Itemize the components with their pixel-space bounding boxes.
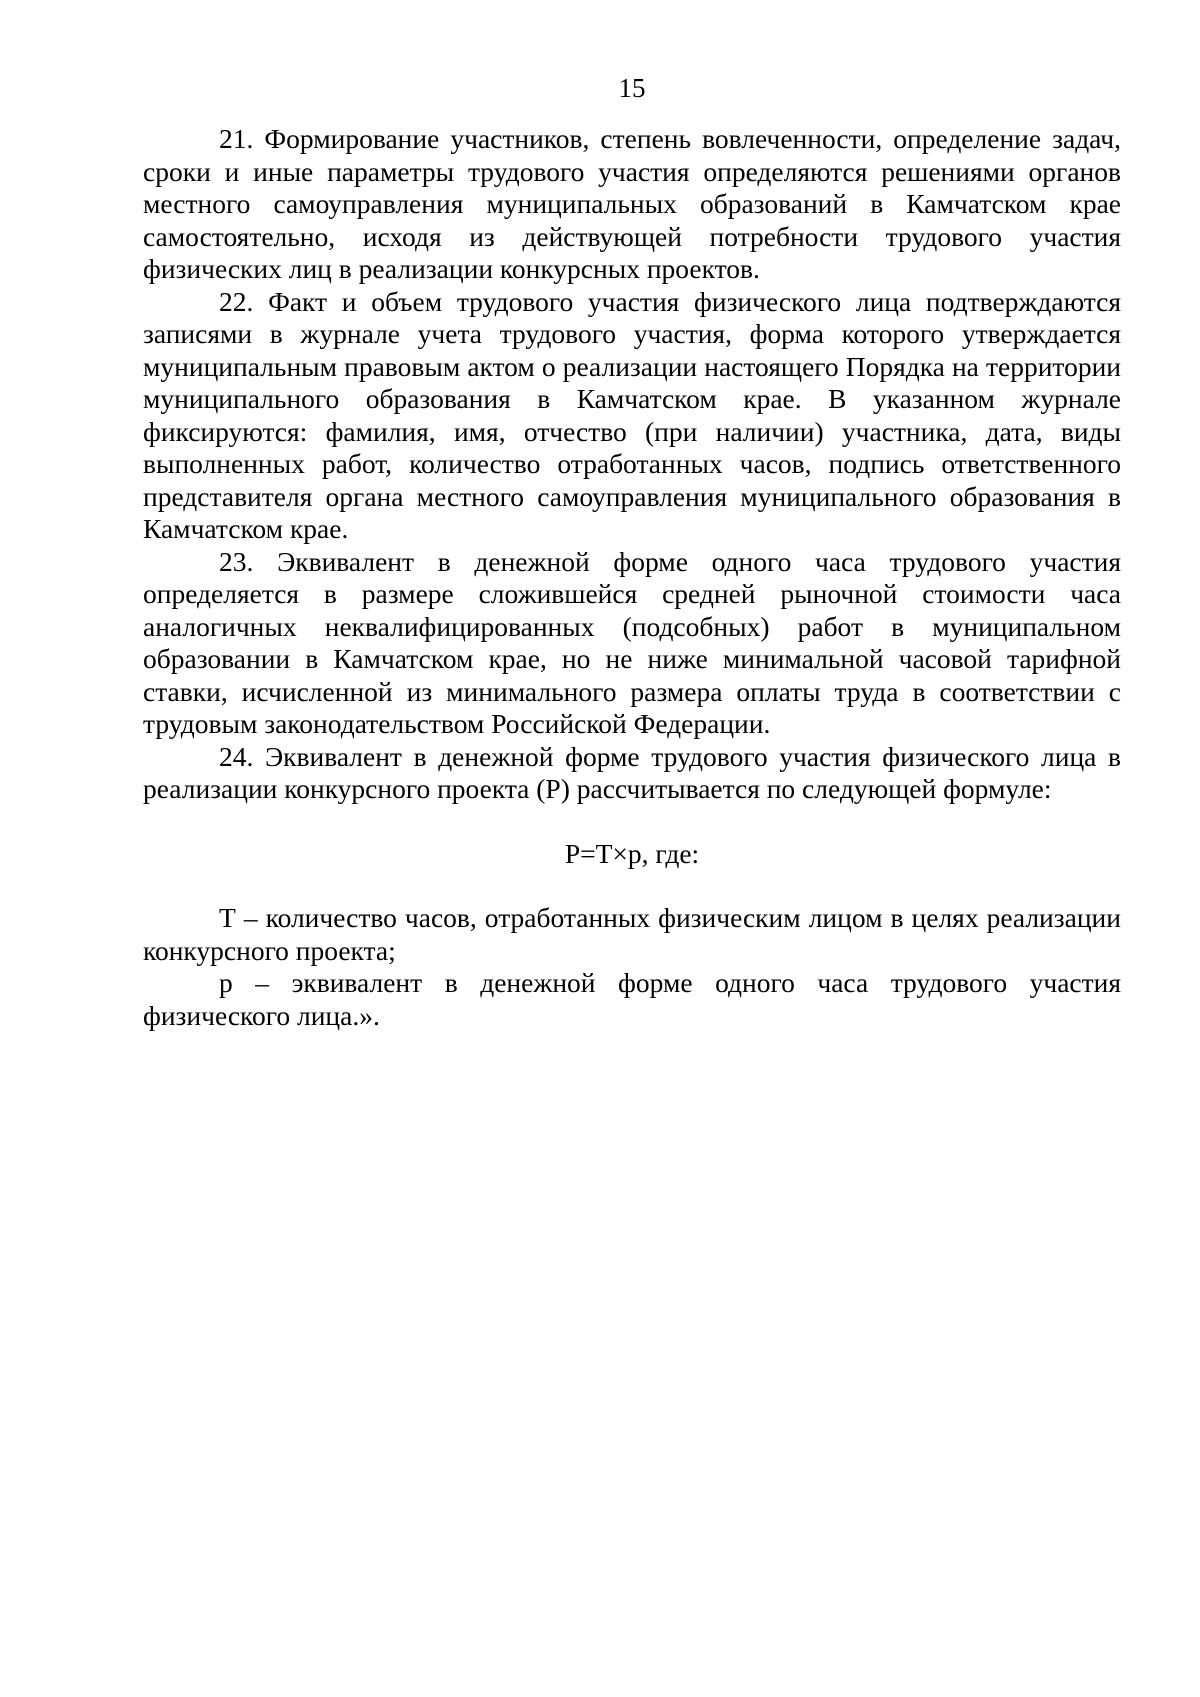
paragraph-23: 23. Эквивалент в денежной форме одного часа трудового участия определяется в размере сложившейся средней рыночной стоимости часа аналогичных неквалифицированных (подсобных) работ в муниципальном образовании в Камчатском крае, но не ниже минимальной часовой тарифной ставки, исчисленной из минимального размера оплаты труда в соответствии с трудовым законодательством Российской Федерации. [143,545,1121,739]
paragraph-24: 24. Эквивалент в денежной форме трудового участия физического лица в реализации конкурсного проекта (Р) рассчитывается по следующей формуле: [143,740,1121,804]
formula: Р=Т×р, где: [564,837,700,869]
definition-p: р – эквивалент в денежной форме одного часа трудового участия физического лица.». [143,967,1121,1031]
page-number: 15 [618,73,646,103]
paragraph-21: 21. Формирование участников, степень вовлеченности, определение задач, сроки и иные параметры трудового участия определяются решениями органов местного самоуправления муниципальных образований в Камчатском крае самостоятельно, исходя из действующей потребности трудового участия физических лиц в реализации конкурсных проектов. [143,123,1121,284]
paragraph-22: 22. Факт и объем трудового участия физического лица подтверждаются записями в журнале учета трудового участия, форма которого утверждается муниципальным правовым актом о реализации настоящего Порядка на территории муниципального образования в Камчатском крае. В указанном журнале фиксируются: фамилия, имя, отчество (при наличии) участника, дата, виды выполненных работ, количество отработанных часов, подпись ответственного представителя органа местного самоуправления муниципального образования в Камчатском крае. [143,285,1121,544]
definition-t: Т – количество часов, отработанных физическим лицом в целях реализации конкурсного проекта; [143,902,1121,966]
document-page [143,70,1121,1032]
